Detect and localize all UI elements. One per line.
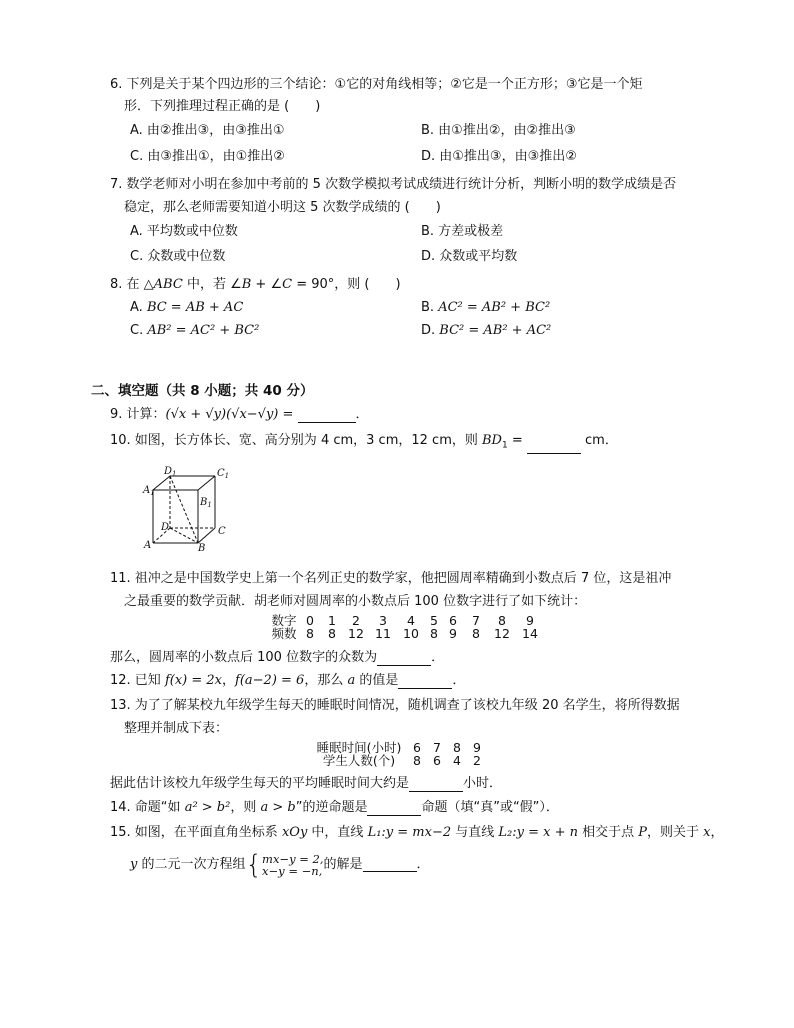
q11-table-row-digits: 数字 0 1 2 3 4 5 6 7 8 9: [271, 613, 534, 628]
q11-answer-blank[interactable]: [377, 652, 431, 666]
label-a1: $A_1$: [143, 485, 155, 497]
edge-c1b1: [198, 476, 215, 490]
label-d: D: [161, 522, 170, 533]
q13-question: 据此估计该校九年级学生每天的平均睡眠时间大约是 小时．: [110, 776, 503, 791]
q13-table-row-hours: 睡眠时间(小时) 6 7 8 9: [316, 740, 481, 755]
q15-stem-line2: y 的二元一次方程组{ mx−y = 2, x−y = −n, 的解是 ．: [130, 850, 430, 880]
q14-answer-blank[interactable]: [367, 802, 421, 816]
q11-stem-line2: 之最重要的数学贡献．胡老师对圆周率的小数点后 100 位数字进行了如下统计：: [124, 594, 587, 609]
q9-answer-blank[interactable]: [298, 409, 356, 423]
q6-option-c: C. 由③推出①，由①推出②: [130, 149, 285, 164]
diagonal-bd: [170, 528, 198, 543]
edge-a1d1: [153, 476, 170, 490]
q13-stem-line1: 13. 为了了解某校九年级学生每天的睡眠时间情况，随机调查了该校九年级 20 名学生，将所得数据: [110, 698, 680, 713]
label-b1: $B_1$: [200, 497, 212, 509]
q8-option-d: D. BC² = AB² + AC²: [421, 323, 552, 338]
diagonal-bd1: [170, 476, 198, 543]
q15-answer-blank[interactable]: [363, 858, 417, 872]
q13-stem-line2: 整理并制成下表：: [124, 721, 229, 736]
edge-bc: [198, 528, 215, 543]
q8-option-a: A. BC = AB + AC: [130, 300, 244, 315]
q6-stem-line1: 6. 下列是关于某个四边形的三个结论：①它的对角线相等；②它是一个正方形；③它是一个矩: [110, 77, 643, 92]
q6-stem-line2: 形．下列推理过程正确的是 ( ): [124, 99, 321, 114]
brace: {: [245, 850, 263, 880]
q13-answer-blank[interactable]: [409, 778, 463, 792]
label-a: A: [144, 540, 152, 551]
equation-system: mx−y = 2, x−y = −n,: [262, 852, 324, 878]
label-c1: $C_1$: [217, 468, 230, 480]
q15-stem-line1: 15. 如图，在平面直角坐标系 xOy 中，直线 L₁:y = mx−2 与直线 L₂:y = x + n 相交于点 P，则关于 x，: [110, 825, 724, 840]
q6-option-b: B. 由①推出②，由②推出③: [421, 123, 576, 138]
q7-option-d: D. 众数或平均数: [421, 249, 518, 264]
q7-option-a: A. 平均数或中位数: [130, 224, 238, 239]
q9: 9. 计算：(√x + √y)(√x−√y) = ．: [110, 407, 369, 422]
label-c: C: [218, 526, 226, 537]
q10: 10. 如图，长方体长、宽、高分别为 4 cm，3 cm，12 cm，则 $BD_1$ = cm．: [110, 433, 618, 454]
section-heading: 二、填空题（共 8 小题；共 40 分）: [91, 383, 314, 399]
q7-stem-line1: 7. 数学老师对小明在参加中考前的 5 次数学模拟考试成绩进行统计分析，判断小明的数学成绩是否: [110, 177, 677, 192]
q14: 14. 命题“如 a² > b²，则 a > b”的逆命题是 命题（填“真”或“假”）．: [110, 800, 559, 815]
cuboid-figure: [140, 462, 230, 552]
q6-option-d: D. 由①推出③，由③推出②: [421, 149, 577, 164]
q10-answer-blank[interactable]: [527, 440, 581, 454]
q7-option-b: B. 方差或极差: [421, 224, 504, 239]
q8-stem: 8. 在 △ABC 中，若 ∠B + ∠C = 90°，则 ( ): [110, 277, 401, 292]
q13-table-row-students: 学生人数(个) 8 6 4 2: [322, 753, 481, 768]
q8-option-b: B. AC² = AB² + BC²: [421, 300, 551, 315]
q11-stem-line1: 11. 祖冲之是中国数学史上第一个名列正史的数学家，他把圆周率精确到小数点后 7 位，这是祖冲: [110, 571, 672, 586]
q7-stem-line2: 稳定，那么老师需要知道小明这 5 次数学成绩的 ( ): [124, 200, 441, 215]
q11-table-row-frequency: 频数 8 8 12 11 10 8 9 8 12 14: [271, 626, 538, 641]
q8-option-c: C. AB² = AC² + BC²: [130, 323, 260, 338]
label-d1: $D_1$: [164, 466, 177, 478]
q12: 12. 已知 f(x) = 2x，f(a−2) = 6，那么 a 的值是 ．: [110, 673, 466, 688]
label-b: B: [198, 543, 206, 552]
q6-option-a: A. 由②推出③，由③推出①: [130, 123, 285, 138]
q11-question: 那么，圆周率的小数点后 100 位数字的众数为 ．: [110, 650, 445, 665]
q7-option-c: C. 众数或中位数: [130, 249, 226, 264]
q12-answer-blank[interactable]: [398, 675, 452, 689]
